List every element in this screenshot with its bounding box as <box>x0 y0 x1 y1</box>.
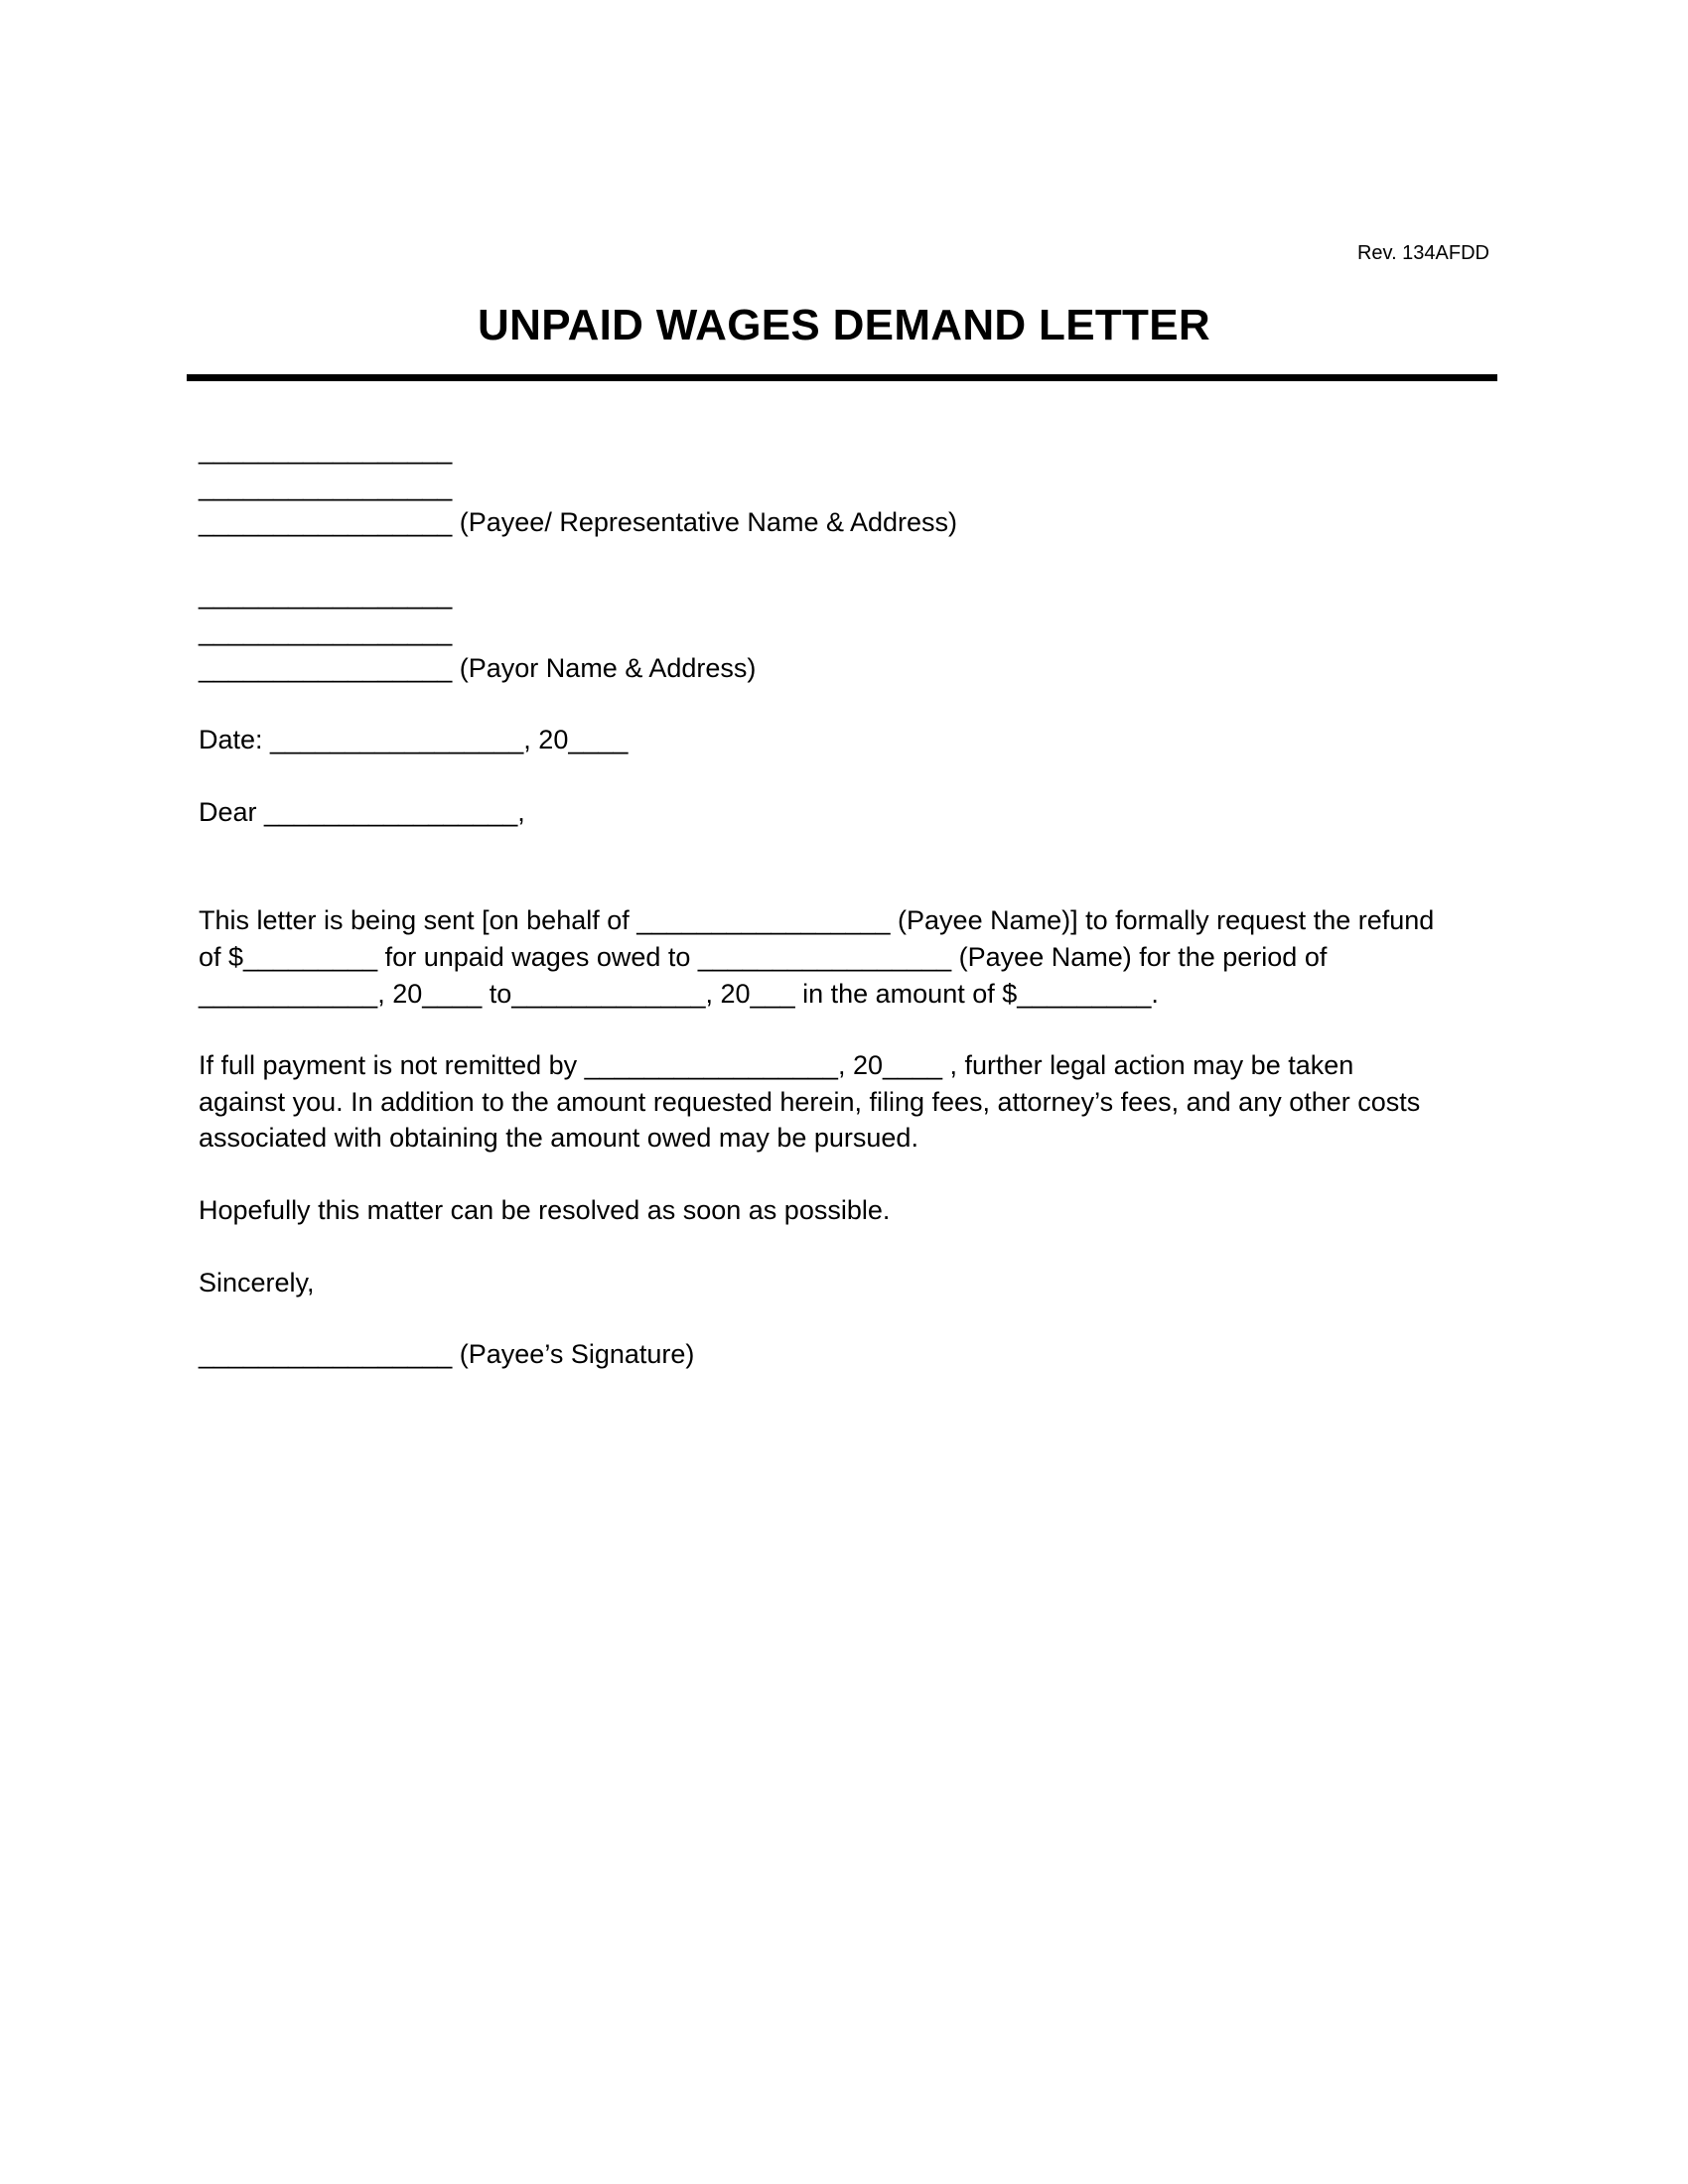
payor-address-line-1: _________________ <box>199 580 453 611</box>
paragraph-warning <box>199 1047 1499 1157</box>
paragraph-warning-line-1: If full payment is not remitted by _________________, 20____ , further legal action may be taken <box>199 1050 1354 1081</box>
date-line: Date: _________________, 20____ <box>199 725 629 755</box>
payor-address-line-2: _________________ <box>199 615 453 646</box>
spacer <box>199 1012 1499 1047</box>
spacer <box>199 830 1499 902</box>
spacer <box>199 758 1499 794</box>
title-divider <box>187 374 1497 381</box>
closing: Sincerely, <box>199 1267 315 1297</box>
payor-address-line-3: _________________ (Payor Name & Address) <box>199 652 757 683</box>
spacer <box>199 541 1499 578</box>
paragraph-warning-line-2: against you. In addition to the amount requested herein, filing fees, attorney’s fees, and any other costs <box>199 1086 1421 1117</box>
payee-address-line-3: _________________ (Payee/ Representative Name & Address) <box>199 507 958 538</box>
salutation: Dear _________________, <box>199 796 525 827</box>
spacer <box>199 1229 1499 1265</box>
payee-address-block <box>199 432 1499 541</box>
signature-line: _________________ (Payee’s Signature) <box>199 1339 695 1370</box>
spacer <box>199 686 1499 722</box>
payee-address-line-1: _________________ <box>199 435 453 465</box>
paragraph-request-line-3: ____________, 20____ to_____________, 20___ in the amount of $_________. <box>199 978 1159 1009</box>
spacer <box>199 1300 1499 1336</box>
letter-body <box>199 432 1499 1373</box>
payor-address-block <box>199 577 1499 686</box>
paragraph-warning-line-3: associated with obtaining the amount owed may be pursued. <box>199 1123 918 1154</box>
paragraph-request-line-2: of $_________ for unpaid wages owed to _________________ (Payee Name) for the period of <box>199 941 1328 972</box>
revision-label: Rev. 134AFDD <box>1356 242 1489 264</box>
paragraph-request-line-1: This letter is being sent [on behalf of _________________ (Payee Name)] to formally request the refund <box>199 905 1435 936</box>
paragraph-request <box>199 902 1499 1012</box>
payee-address-line-2: _________________ <box>199 471 453 501</box>
spacer <box>199 1157 1499 1192</box>
document-title: UNPAID WAGES DEMAND LETTER <box>478 301 1210 349</box>
paragraph-resolution: Hopefully this matter can be resolved as soon as possible. <box>199 1194 891 1225</box>
